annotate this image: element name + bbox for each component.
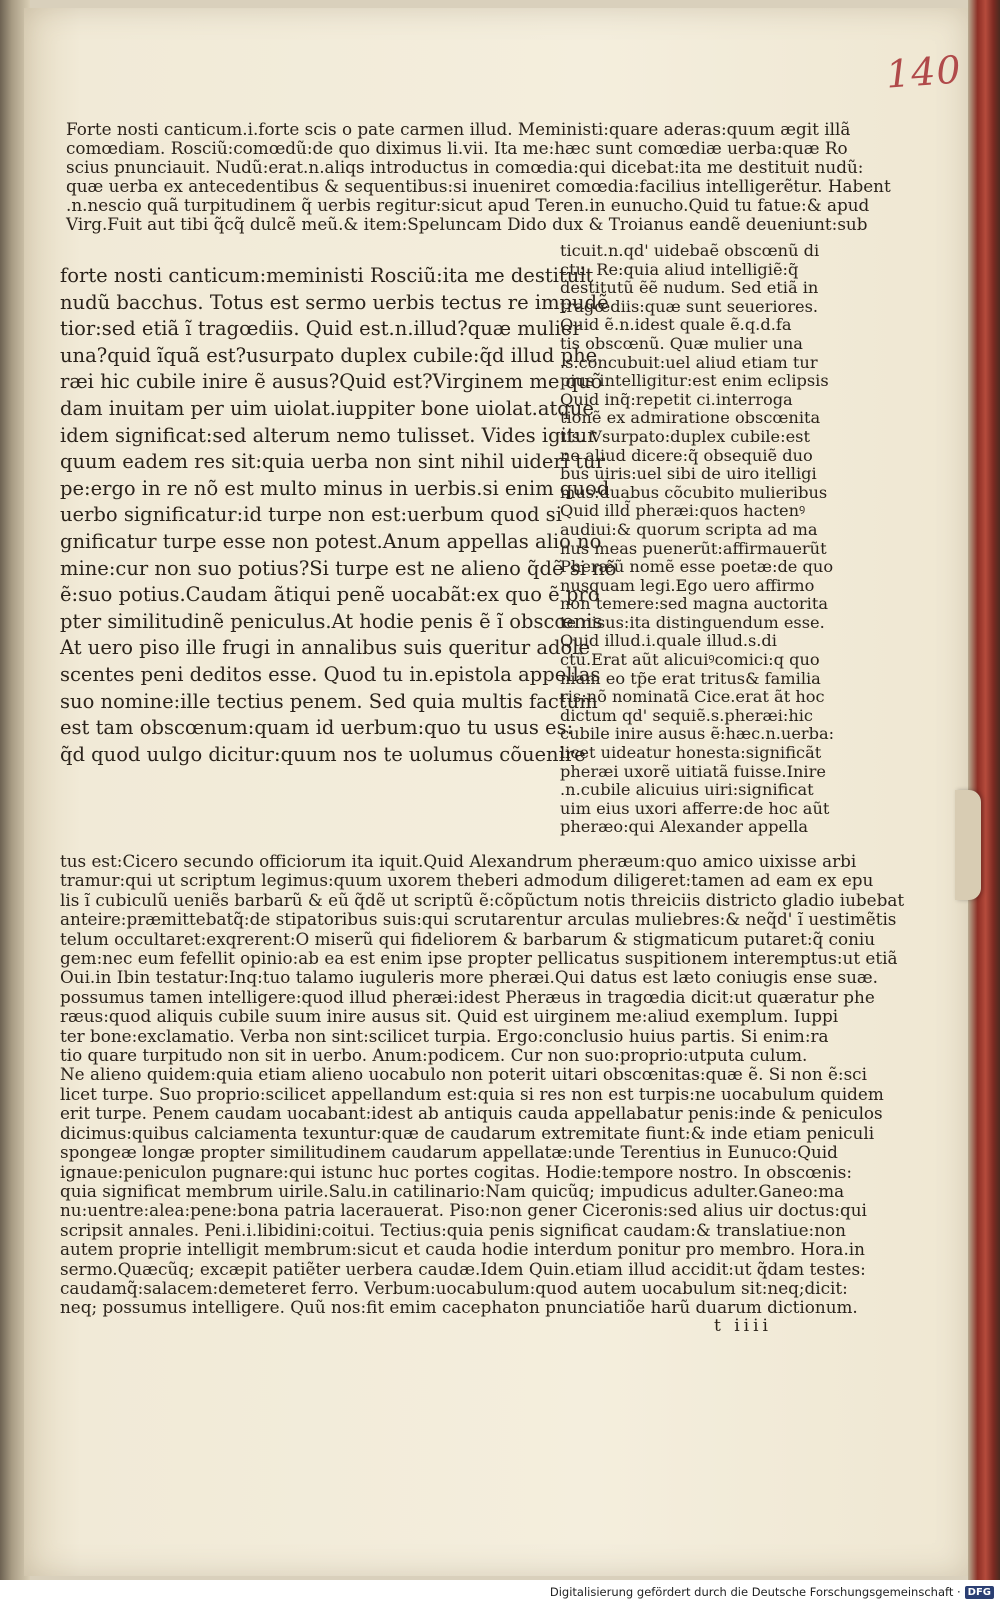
text-line: tramur:qui ut scriptum legimus:quum uxorem theberi admodum diligeret:tamen ad eam ex epu [60,870,874,891]
text-line: autem proprie intelligit membrum:sicut et cauda hodie interdum ponitur pro membro. Hora.in [60,1239,865,1260]
dfg-logo-icon: DFG [965,1586,994,1599]
text-line: sermo.Quæcũq; excæpit patiẽter uerbera caudæ.Idem Quin.etiam illud accidit:ut q̃dam testes: [60,1258,866,1279]
text-line: bus uiris:uel sibi de uiro itelligi [560,464,817,484]
text-line: ris:nõ nominatã Cice.erat ãt hoc [560,687,825,707]
text-line: mus:duabus cõcubito mulieribus [560,482,828,502]
text-line: scripsit annales. Peni.i.libidini:coitui. Tectius:quia penis significat caudam:& translatiue:non [60,1219,846,1240]
text-line: tio quare turpitudo non sit in uerbo. Anum:podicem. Cur non suo:proprio:utputa culum. [60,1045,808,1066]
text-line: niam eo tp̃e erat tritus& familia [560,668,821,688]
text-line: caudamq̃:salacem:demeteret ferro. Verbum:uocabulum:quod autem uocabulum sit:neq;dicit: [60,1277,848,1298]
text-line: pheræo:qui Alexander appella [560,817,809,837]
text-line: spongeæ longæ propter similitudinem caudarum appellatæ:unde Terentius in Eunuco:Quid [60,1142,838,1163]
text-line: Pheræũ nomẽ esse poetæ:de quo [560,557,834,577]
text-line: .n.cubile alicuius uiri:significat [560,780,814,800]
text-line: Quid illd̃ pheræi:quos hactenꝰ [560,501,806,521]
text-line: ne aliud dicere:q̃ obsequiẽ duo [560,445,813,465]
text-line: Oui.in Ibin testatur:Inq:tuo talamo iuguleris more pheræi.Qui datus est læto coniugis ense suæ. [60,967,878,988]
text-line: tis obscœnũ. Quæ mulier una [560,333,803,353]
text-line: nudũ bacchus. Totus est sermo uerbis tectus re impudẽ [60,290,609,314]
text-line: pius intelligitur:est enim eclipsis [560,371,829,391]
text-line: lis ĩ cubiculũ ueniẽs barbarũ & eũ q̃dẽ ut scriptũ ẽ:cõpũctum notis threiciis districto gladio iubebat [60,889,905,910]
text-line: est tam obscœnum:quam id uerbum:quo tu usus es: [60,716,574,740]
text-line: non temere:sed magna auctorita [560,594,828,614]
text-line: gnificatur turpe esse non potest.Anum appellas alio no [60,529,602,553]
text-line: quæ uerba ex antecedentibus & sequentibus:si inueniret comœdia:facilius intelligerẽtur. Habent [66,176,891,196]
text-line: idem significat:sed alterum nemo tulisset. Vides igitur [60,423,597,447]
text-line: Quid inq̃:repetit ci.interroga [560,389,793,409]
text-line: scentes peni deditos esse. Quod tu in.epistola appellas [60,662,601,686]
commentary-right [560,242,838,837]
text-line: dictum qd' sequiẽ.s.pheræi:hic [560,705,814,725]
text-line: Forte nosti canticum.i.forte scis o pate carmen illud. Meministi:quare aderas:quum ægit illã [66,119,851,139]
text-line: ræi hic cubile inire ẽ ausus?Quid est?Virginem me quõ [60,370,603,394]
text-line: mine:cur non suo potius?Si turpe est ne alieno q̃dẽ si nõ [60,556,617,580]
text-line: audiui:& quorum scripta ad ma [560,519,818,539]
text-line: tior:sed etiã ĩ tragœdiis. Quid est.n.illud?quæ mulier [60,317,582,341]
main-text-block [60,263,617,768]
text-line: tionẽ ex admiratione obscœnita [560,408,821,428]
text-line: licet uideatur honesta:significãt [560,743,822,763]
text-line: tus est:Cicero secundo officiorum ita iquit.Quid Alexandrum pheræum:quo amico uixisse arbi [60,851,857,871]
text-line: tis. Vsurpato:duplex cubile:est [560,426,810,446]
text-line: ẽ:suo potius.Caudam ãtiqui penẽ uocabãt:ex quo ẽ pro [60,583,600,607]
text-line: cubile inire ausus ẽ:hæc.n.uerba: [560,724,835,744]
commentary-top [66,119,891,234]
text-line: tragœdiis:quæ sunt seueriores. [560,296,819,316]
text-line: una?quid ĩquã est?usurpato duplex cubile:q̃d illud phe [60,343,598,367]
text-line: comœdiam. Rosciũ:comœdũ:de quo diximus li.vii. Ita me:hæc sunt comœdiæ uerba:quæ Ro [66,138,848,158]
text-line: te nisus:ita distinguendum esse. [560,612,825,632]
text-line: suo nomine:ille tectius penem. Sed quia multis factum [60,689,598,713]
text-line: pheræi uxorẽ uitiatã fuisse.Inire [560,761,826,781]
text-line: uerbo significatur:id turpe non est:uerbum quod si [60,503,562,527]
text-line: ticuit.n.qd' uidebaẽ obscœnũ di [560,241,820,260]
text-line: Ne alieno quidem:quia etiam alieno uocabulo non poterit uitari obscœnitas:quæ ẽ. Si non ẽ:sci [60,1064,867,1085]
text-line: quum eadem res sit:quia uerba non sint nihil uideri tur [60,450,605,474]
book-page [24,8,968,1576]
text-line: licet turpe. Suo proprio:scilicet appellandum est:quia si res non est turpis:ne uocabulum quidem [60,1083,884,1104]
text-line: ræus:quod aliquis cubile suum inire ausus sit. Quid est uirginem me:aliud exemplum. Iuppi [60,1006,839,1027]
text-line: quia significat membrum uirile.Salu.in catilinario:Nam quicũq; impudicus adulter.Ganeo:ma [60,1180,845,1201]
footer-credit: Digitalisierung gefördert durch die Deutsche Forschungsgemeinschaft · [549,1585,961,1599]
text-line: nusquam legi.Ego uero affirmo [560,575,815,595]
text-line: pter similitudinẽ peniculus.At hodie penis ẽ ĩ obscœnis [60,609,603,633]
text-line: ignaue:peniculon pugnare:qui istunc huc portes cogitas. Hodie:tempore nostro. In obscœnis: [60,1161,853,1182]
text-line: pe:ergo in re nõ est multo minus in uerbis.si enim quod [60,476,610,500]
text-line: telum occultaret:exqrerent:O miserũ qui fideliorem & barbarum & stigmaticum putaret:q̃ coniu [60,928,876,949]
text-line: forte nosti canticum:meministi Rosciũ:ita me destituit [60,264,594,287]
text-line: Quid illud.i.quale illud.s.di [560,631,777,651]
page-tab [955,790,981,900]
signature-mark: t iiii [714,1316,772,1336]
text-line: scius pnunciauit. Nudũ:erat.n.aliqs introductus in comœdia:qui dicebat:ita me destituit nudũ: [66,157,864,177]
footer-bar [0,1580,1000,1604]
text-line: Virg.Fuit aut tibi q̃cq̃ dulcẽ meũ.& item:Speluncam Dido dux & Troianus eandẽ deueniunt:sub [66,214,868,234]
text-line: uim eius uxori afferre:de hoc aũt [560,798,830,818]
text-line: destitutũ ẽẽ nudum. Sed etiã in [560,278,819,298]
text-line: .s.concubuit:uel aliud etiam tur [560,352,818,372]
text-line: erit turpe. Penem caudam uocabant:idest ab antiquis cauda appellabatur penis:inde & peniculos [60,1103,883,1124]
commentary-bottom [60,851,905,1318]
text-line: ctũ.Erat aũt alicuiꝰcomici:q quo [560,650,820,670]
text-line: neq; possumus intelligere. Quũ nos:fit emim cacephaton pnunciatiõe harũ duarum dictionum. [60,1297,858,1318]
text-line: dicimus:quibus calciamenta texuntur:quæ de caudarum extremitate fiunt:& inde etiam peniculi [60,1122,875,1143]
folio-number: 140 [884,47,963,97]
text-line: gem:nec eum fefellit opinio:ab ea est enim ipse propter pellicatus suspitionem interemptus:ut etiã [60,948,898,969]
text-line: nu:uentre:alea:pene:bona patria lacerauerat. Piso:non gener Ciceronis:sed alius uir doctus:qui [60,1200,867,1221]
text-line: Quid ẽ.n.idest quale ẽ.q.d.fa [560,315,792,335]
text-line: ctu. Re:quia aliud intelligiẽ:q̃ [560,259,799,279]
text-line: dam inuitam per uim uiolat.iuppiter bone uiolat.atque [60,396,594,420]
text-line: ter bone:exclamatio. Verba non sint:scilicet turpia. Ergo:conclusio huius partis. Si enim:ra [60,1025,829,1046]
text-line: At uero piso ille frugi in annalibus suis queritur adole [60,636,591,660]
text-line: q̃d quod uulgo dicitur:quum nos te uolumus cõuenire [60,742,586,766]
text-line: .n.nescio quã turpitudinem q̃ uerbis regitur:sicut apud Teren.in eunucho.Quid tu fatue:& apud [66,195,870,215]
text-line: possumus tamen intelligere:quod illud pheræi:idest Pheræus in tragœdia dicit:ut quæratur phe [60,986,875,1007]
text-line: anteire:præmittebatq̃:de stipatoribus suis:qui scrutarentur arculas muliebres:& neq̃d' ĩ uestimẽtis [60,909,897,930]
text-line: nus meas puenerũt:affirmauerũt [560,538,827,558]
